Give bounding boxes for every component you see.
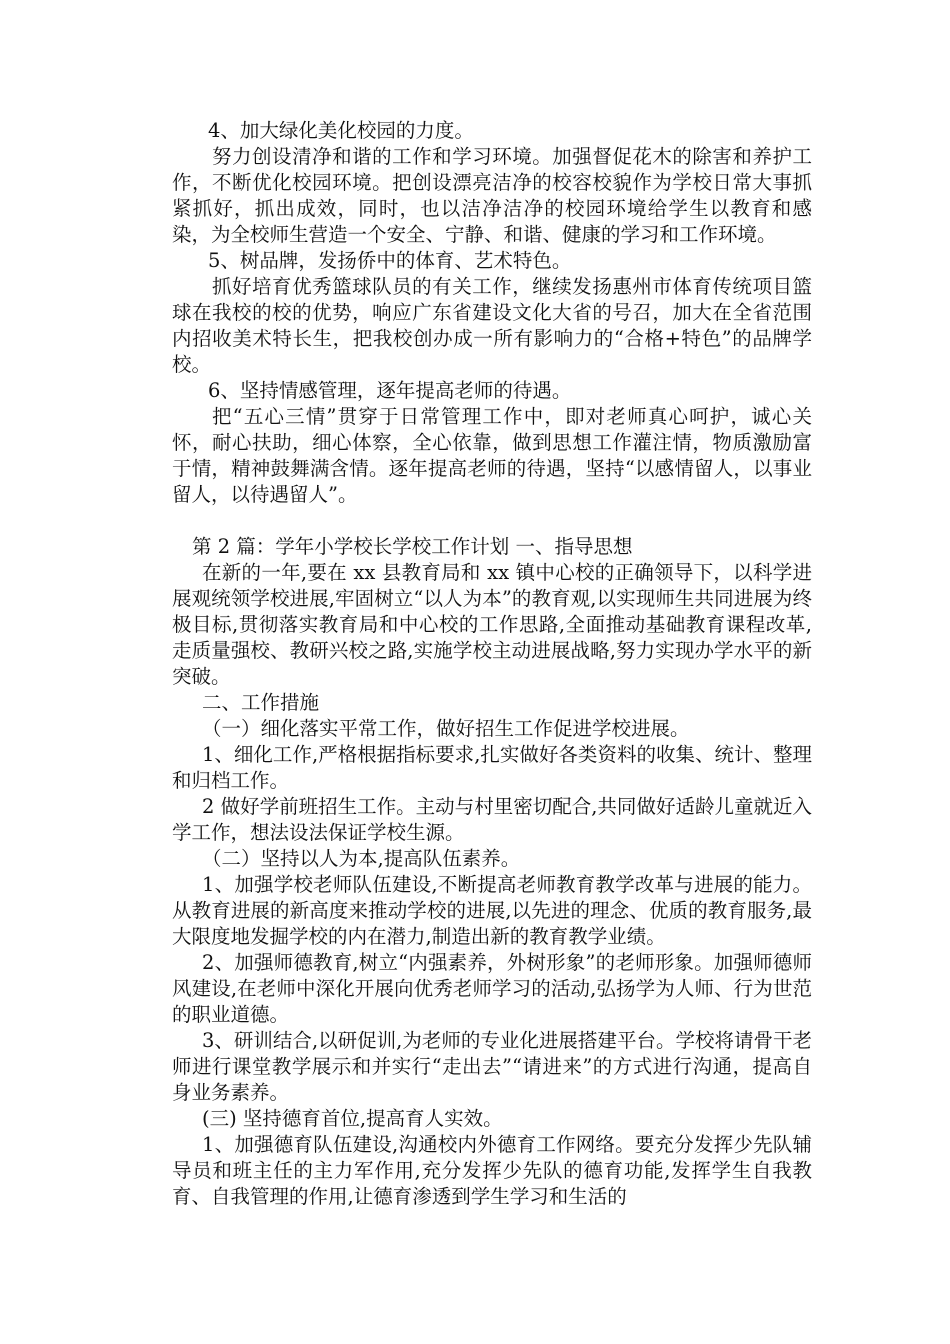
document-page: [172, 118, 812, 1210]
paragraph-2-1: 1、加强学校老师队伍建设,不断提高老师教育教学改革与进展的能力。从教育进展的新高度来推动学校的进展,以先进的理念、优质的教育服务,最大限度地发掘学校的内在潜力,制造出新的教育教学业绩。: [172, 873, 812, 948]
item-heading-6: 6、坚持情感管理，逐年提高老师的待遇。: [208, 379, 572, 402]
paragraph-2-2: 2、加强师德教育,树立“内强素养，外树形象”的老师形象。加强师德师风建设,在老师中深化开展向优秀老师学习的活动,弘扬学为人师、行为世范的职业道德。: [172, 951, 812, 1026]
subheading-1: （一）细化落实平常工作，做好招生工作促进学校进展。: [202, 717, 690, 740]
section-gap: [172, 508, 812, 534]
paragraph-1-1: 1、细化工作,严格根据指标要求,扎实做好各类资料的收集、统计、整理和归档工作。: [172, 743, 812, 792]
subheading-3: (三) 坚持德育首位,提高育人实效。: [202, 1107, 503, 1130]
paragraph-campus-environment: 努力创设清净和谐的工作和学习环境。加强督促花木的除害和养护工作，不断优化校园环境。把创设漂亮洁净的校容校貌作为学校日常大事抓紧抓好，抓出成效，同时，也以洁净洁净的校园环境给学生以教育和感染，为全校师生营造一个安全、宁静、和谐、健康的学习和工作环境。: [172, 145, 812, 246]
subheading-2: （二）坚持以人为本,提高队伍素养。: [202, 847, 521, 870]
heading-work-measures: 二、工作措施: [202, 691, 320, 714]
item-heading-4: 4、加大绿化美化校园的力度。: [208, 119, 474, 142]
paragraph-1-2: 2 做好学前班招生工作。主动与村里密切配合,共同做好适龄儿童就近入学工作，想法设法保证学校生源。: [172, 795, 812, 844]
paragraph-emotional-management: 把“五心三情”贯穿于日常管理工作中，即对老师真心呵护，诚心关怀，耐心扶助，细心体察，全心依靠，做到思想工作灌注情，物质激励富于情，精神鼓舞满含情。逐年提高老师的待遇，坚持“以感情留人，以事业留人，以待遇留人”。: [172, 405, 812, 506]
paragraph-3-1: 1、加强德育队伍建设,沟通校内外德育工作网络。要充分发挥少先队辅导员和班主任的主力军作用,充分发挥少先队的德育功能,发挥学生自我教育、自我管理的作用,让德育渗透到学生学习和生活的: [172, 1133, 812, 1208]
item-heading-5: 5、树品牌，发扬侨中的体育、艺术特色。: [208, 249, 572, 272]
paragraph-brand-features: 抓好培育优秀篮球队员的有关工作，继续发扬惠州市体育传统项目篮球在我校的校的优势，响应广东省建设文化大省的号召，加大在全省范围内招收美术特长生，把我校创办成一所有影响力的“合格+特色”的品牌学校。: [172, 275, 812, 376]
paragraph-guiding-thought: 在新的一年,要在 xx 县教育局和 xx 镇中心校的正确领导下，以科学进展观统领学校进展,牢固树立“以人为本”的教育观,以实现师生共同进展为终极目标,贯彻落实教育局和中心校的工作思路,全面推动基础教育课程改革,走质量强校、教研兴校之路,实施学校主动进展战略,努力实现办学水平的新突破。: [172, 561, 812, 688]
paragraph-2-3: 3、研训结合,以研促训,为老师的专业化进展搭建平台。学校将请骨干老师进行课堂教学展示和并实行“走出去”“请进来”的方式进行沟通，提高自身业务素养。: [172, 1029, 812, 1104]
section-title-part-2: 第 2 篇：学年小学校长学校工作计划 一、指导思想: [192, 535, 633, 558]
